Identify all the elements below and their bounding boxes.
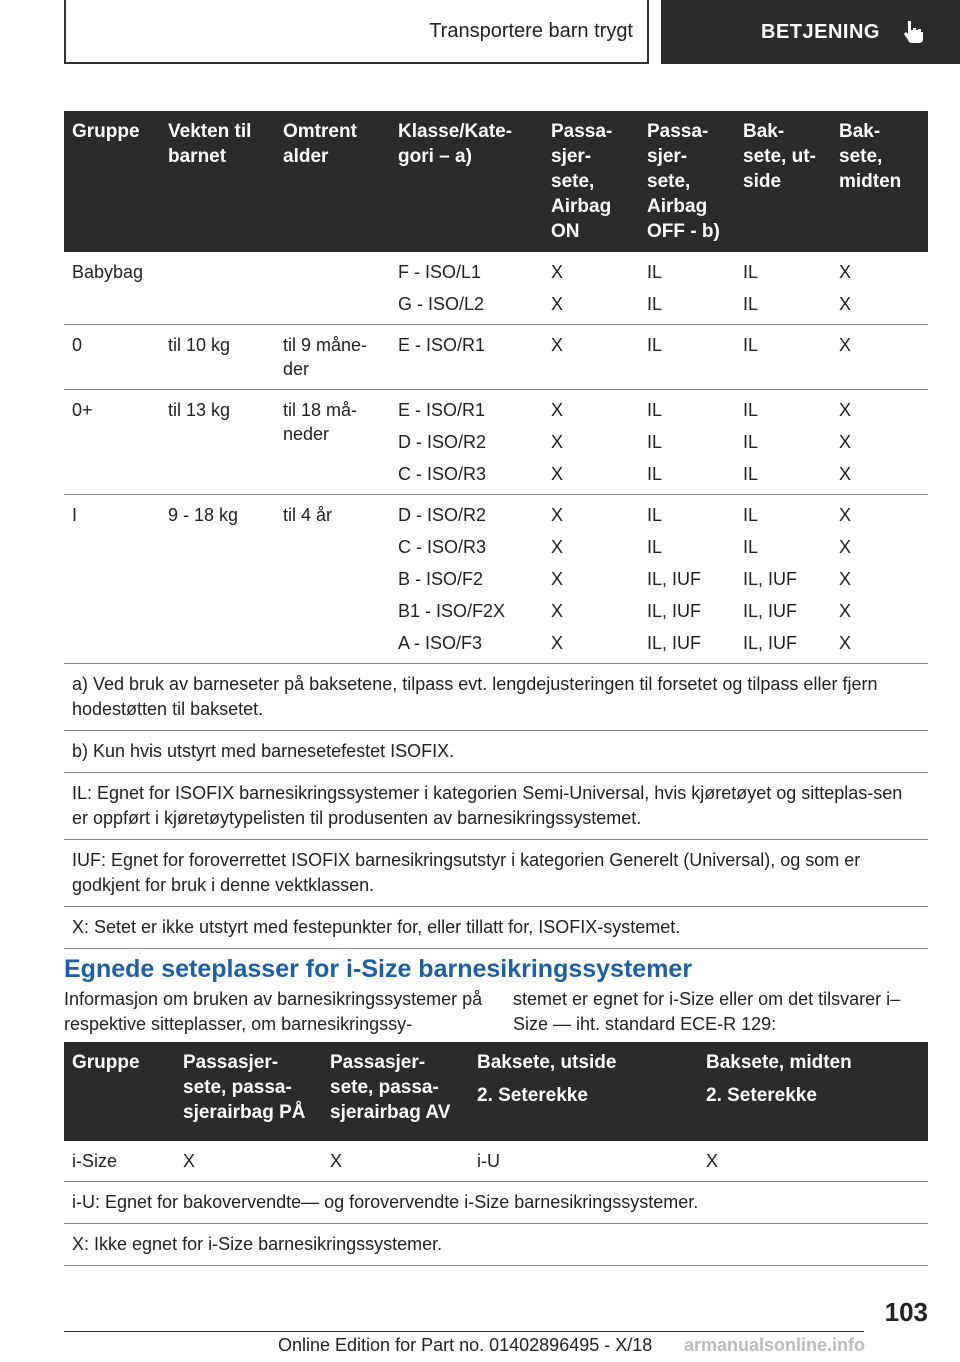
cell-age xyxy=(275,252,390,325)
cell-value: IL xyxy=(743,464,759,484)
cell-value: X xyxy=(551,464,564,484)
cell-values xyxy=(390,325,543,390)
cell-value: X xyxy=(551,400,564,420)
col-header-line: 2. Seterekke xyxy=(706,1085,817,1106)
intro-text-right: stemet er egnet for i-Size eller om det tilsvarer i–Size — iht. standard ECE-R 129: xyxy=(513,989,901,1034)
note-text: a) Ved bruk av barneseter på baksetene, tilpass evt. lengdejusteringen til forsetet og tilpass eller fjern hodestøtten til baksetet. xyxy=(64,664,928,731)
cell-value: F - ISO/L1 xyxy=(398,262,482,282)
cell-value: D - ISO/R2 xyxy=(398,505,487,525)
cell-weight: til 10 kg xyxy=(160,325,275,390)
cell-values xyxy=(390,390,543,495)
cell-value: A - ISO/F3 xyxy=(398,633,483,653)
table-row xyxy=(64,495,928,664)
cell-value: IL xyxy=(743,400,759,420)
table-row xyxy=(64,1141,928,1182)
cell-value: IL xyxy=(647,505,663,525)
cell-value: IL xyxy=(743,432,759,452)
col-header: Omtrent alder xyxy=(275,111,390,252)
cell-values xyxy=(543,252,639,325)
footer-divider xyxy=(64,1331,864,1332)
cell-value: E - ISO/R1 xyxy=(398,400,486,420)
cell-value: C - ISO/R3 xyxy=(398,464,487,484)
note-text: i-U: Egnet for bakovervendte— og forovervendte i-Size barnesikringssystemer. xyxy=(64,1182,928,1224)
cell-values xyxy=(543,325,639,390)
cell-age: til 4 år xyxy=(275,495,390,664)
cell-values xyxy=(735,495,831,664)
cell-group: Babybag xyxy=(64,252,160,325)
cell-value: X xyxy=(551,294,564,314)
cell-value: i-U xyxy=(469,1141,698,1182)
col-header-line: Passasjer-sete, passa-sjerairbag AV xyxy=(330,1052,451,1123)
col-header: Bak-sete, ut-side xyxy=(735,111,831,252)
cell-values xyxy=(639,325,735,390)
cell-values xyxy=(831,325,928,390)
note-text: b) Kun hvis utstyrt med barnesetefestet ISOFIX. xyxy=(64,731,928,773)
col-header-line: 2. Seterekke xyxy=(477,1085,588,1106)
col-header: Vekten til barnet xyxy=(160,111,275,252)
cell-value: i-Size xyxy=(64,1141,175,1182)
note-row xyxy=(64,907,928,949)
cell-value: IL xyxy=(647,262,663,282)
header-section-title xyxy=(64,0,649,64)
cell-values xyxy=(831,252,928,325)
cell-value: IL xyxy=(743,537,759,557)
watermark: armanualsonline.info xyxy=(684,1335,866,1355)
cell-value: X xyxy=(551,569,564,589)
cell-value: B - ISO/F2 xyxy=(398,569,484,589)
col-header: Klasse/Kate-gori – a) xyxy=(390,111,543,252)
note-text: X: Setet er ikke utstyrt med festepunkter for, eller tillatt for, ISOFIX-systemet. xyxy=(64,907,928,949)
cell-value: X xyxy=(551,262,564,282)
note-text: IUF: Egnet for foroverrettet ISOFIX barnesikringsutstyr i kategorien Generelt (Universal), og som er godkjent for bruk i denne vektklassen. xyxy=(64,840,928,907)
cell-values xyxy=(543,495,639,664)
cell-values xyxy=(639,252,735,325)
cell-value: E - ISO/R1 xyxy=(398,335,486,355)
cell-value: X xyxy=(839,633,852,653)
col-header: Bak-sete, midten xyxy=(831,111,928,252)
cell-values xyxy=(639,495,735,664)
note-row xyxy=(64,664,928,731)
cell-value: X xyxy=(839,262,852,282)
cell-value: IL xyxy=(647,432,663,452)
cell-value: IL, IUF xyxy=(647,569,702,589)
cell-value: X xyxy=(551,432,564,452)
table-header-row xyxy=(64,1042,928,1141)
cell-group: 0 xyxy=(64,325,160,390)
pointing-hand-icon xyxy=(900,19,926,45)
cell-values xyxy=(831,390,928,495)
cell-value: X xyxy=(839,335,852,355)
table-row xyxy=(64,390,928,495)
cell-values xyxy=(390,252,543,325)
note-row xyxy=(64,1182,928,1224)
cell-value: X xyxy=(551,505,564,525)
table-row xyxy=(64,325,928,390)
col-header xyxy=(469,1042,698,1141)
col-header: Passa-sjer-sete, Airbag OFF - b) xyxy=(639,111,735,252)
cell-age: til 18 må-neder xyxy=(275,390,390,495)
cell-value: X xyxy=(322,1141,469,1182)
cell-value: X xyxy=(839,569,852,589)
edition-text: Online Edition for Part no. 01402896495 - X/18 xyxy=(278,1335,653,1355)
cell-value: IL xyxy=(647,537,663,557)
cell-values xyxy=(735,325,831,390)
page-number: 103 xyxy=(884,1297,928,1327)
cell-value: IL, IUF xyxy=(743,569,798,589)
col-header xyxy=(322,1042,469,1141)
cell-weight: 9 - 18 kg xyxy=(160,495,275,664)
cell-value: X xyxy=(839,505,852,525)
cell-value: IL, IUF xyxy=(647,633,702,653)
cell-value: IL xyxy=(743,294,759,314)
cell-value: X xyxy=(551,335,564,355)
note-row xyxy=(64,773,928,840)
header-chapter-tab xyxy=(661,0,960,64)
cell-value: IL xyxy=(647,294,663,314)
cell-value: X xyxy=(839,432,852,452)
cell-values xyxy=(735,252,831,325)
cell-value: X xyxy=(839,400,852,420)
note-text: IL: Egnet for ISOFIX barnesikringssystemer i kategorien Semi-Universal, hvis kjøretøyet og sitteplas-sen er oppført i kjøretøytypelisten til produsenten av barnesikringssystemet. xyxy=(64,773,928,840)
cell-value: X xyxy=(551,601,564,621)
cell-value: IL xyxy=(647,464,663,484)
intro-text-left: Informasjon om bruken av barnesikringssystemer på respektive sitteplasser, om barnesikringssy- xyxy=(64,989,483,1034)
cell-value: IL xyxy=(647,400,663,420)
cell-value: X xyxy=(551,537,564,557)
section-label: Transportere barn trygt xyxy=(429,19,633,42)
note-row xyxy=(64,1224,928,1266)
col-header: Passa-sjer-sete, Airbag ON xyxy=(543,111,639,252)
cell-weight: til 13 kg xyxy=(160,390,275,495)
cell-value: X xyxy=(839,464,852,484)
cell-group: I xyxy=(64,495,160,664)
cell-value: B1 - ISO/F2X xyxy=(398,601,506,621)
col-header-line: Gruppe xyxy=(72,1052,140,1073)
cell-value: D - ISO/R2 xyxy=(398,432,487,452)
cell-value: X xyxy=(175,1141,322,1182)
note-row xyxy=(64,731,928,773)
cell-value: X xyxy=(839,294,852,314)
cell-weight xyxy=(160,252,275,325)
cell-value: IL xyxy=(743,262,759,282)
cell-value: X xyxy=(551,633,564,653)
cell-age: til 9 måne-der xyxy=(275,325,390,390)
col-header xyxy=(175,1042,322,1141)
cell-value: IL, IUF xyxy=(743,601,798,621)
col-header-line: Baksete, midten xyxy=(706,1052,852,1073)
col-header-line: Passasjer-sete, passa-sjerairbag PÅ xyxy=(183,1052,306,1123)
cell-values xyxy=(735,390,831,495)
note-text: X: Ikke egnet for i-Size barnesikringssystemer. xyxy=(64,1224,928,1266)
cell-values xyxy=(831,495,928,664)
section-heading: Egnede seteplasser for i-Size barnesikringssystemer xyxy=(64,955,693,983)
cell-value: X xyxy=(839,601,852,621)
cell-value: IL, IUF xyxy=(647,601,702,621)
isofix-table xyxy=(64,111,928,949)
cell-value: IL xyxy=(743,335,759,355)
cell-value: IL, IUF xyxy=(743,633,798,653)
cell-value: X xyxy=(698,1141,928,1182)
col-header-line: Baksete, utside xyxy=(477,1052,617,1073)
cell-value: IL xyxy=(647,335,663,355)
col-header xyxy=(698,1042,928,1141)
cell-group: 0+ xyxy=(64,390,160,495)
cell-value: X xyxy=(839,537,852,557)
chapter-label: BETJENING xyxy=(761,20,880,43)
cell-value: C - ISO/R3 xyxy=(398,537,487,557)
cell-values xyxy=(543,390,639,495)
cell-values xyxy=(390,495,543,664)
isize-table xyxy=(64,1042,928,1266)
col-header xyxy=(64,1042,175,1141)
col-header: Gruppe xyxy=(64,111,160,252)
note-row xyxy=(64,840,928,907)
table-row xyxy=(64,252,928,325)
cell-values xyxy=(639,390,735,495)
table-header-row xyxy=(64,111,928,252)
cell-value: IL xyxy=(743,505,759,525)
cell-value: G - ISO/L2 xyxy=(398,294,485,314)
